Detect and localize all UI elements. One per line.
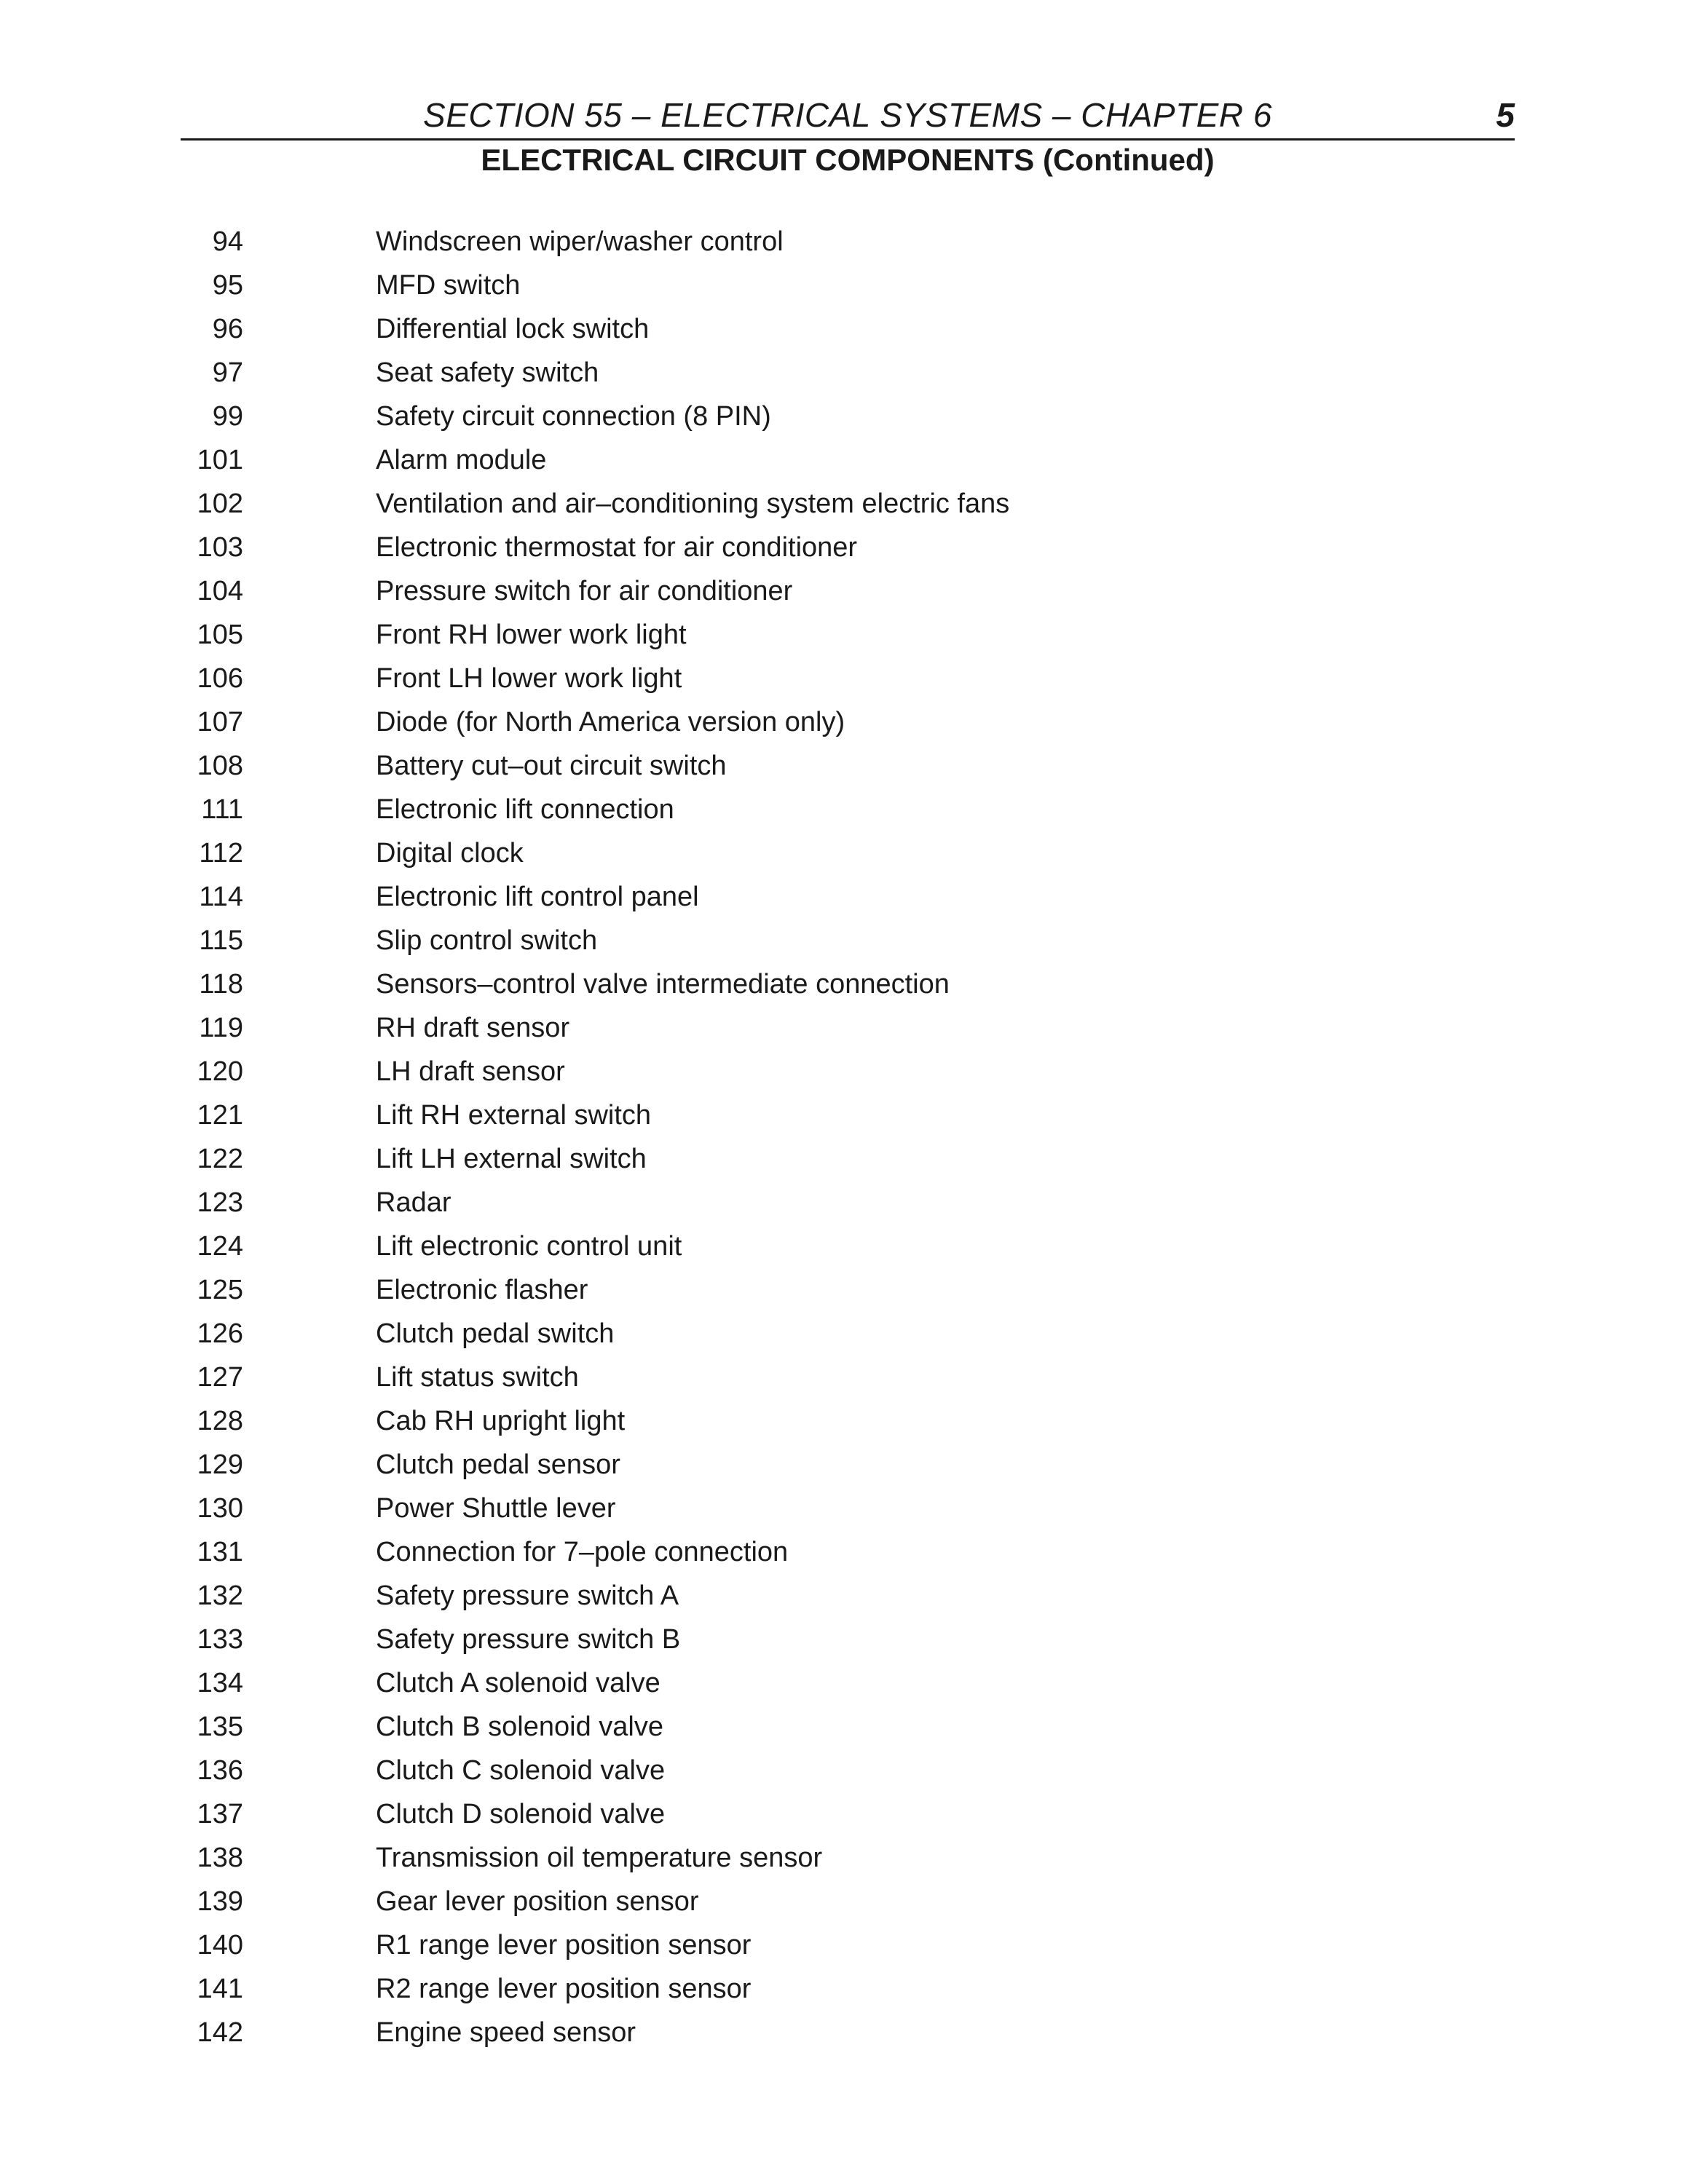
list-item [0, 831, 1688, 875]
list-item [0, 526, 1688, 569]
component-description: Electronic thermostat for air conditioner [376, 532, 858, 563]
list-item [0, 1574, 1688, 1618]
list-item [0, 875, 1688, 919]
component-code: 118 [199, 969, 243, 1000]
component-code: 141 [197, 1974, 243, 2004]
component-code: 132 [197, 1580, 243, 1611]
list-item [0, 1050, 1688, 1093]
component-description: Cab RH upright light [376, 1406, 626, 1436]
component-description: Sensors–control valve intermediate connection [376, 969, 950, 1000]
component-code: 128 [197, 1406, 243, 1436]
component-code: 130 [197, 1493, 243, 1524]
component-description: Battery cut–out circuit switch [376, 751, 727, 781]
component-code: 121 [197, 1100, 243, 1131]
list-item [0, 1006, 1688, 1050]
component-description: LH draft sensor [376, 1056, 565, 1087]
list-item [0, 220, 1688, 264]
list-item [0, 1224, 1688, 1268]
list-item [0, 962, 1688, 1006]
component-description: Gear lever position sensor [376, 1886, 699, 1917]
component-code: 134 [197, 1668, 243, 1698]
component-code: 123 [197, 1187, 243, 1218]
list-item [0, 395, 1688, 438]
component-code: 137 [197, 1799, 243, 1829]
component-code: 106 [197, 663, 243, 694]
list-item [0, 1880, 1688, 1923]
component-code: 102 [197, 488, 243, 519]
component-description: Power Shuttle lever [376, 1493, 616, 1524]
list-item [0, 1530, 1688, 1574]
component-code: 115 [199, 925, 243, 956]
component-code: 127 [197, 1362, 243, 1393]
component-description: Differential lock switch [376, 314, 650, 344]
component-code: 97 [212, 357, 243, 388]
component-description: MFD switch [376, 270, 521, 301]
component-description: Lift status switch [376, 1362, 579, 1393]
list-item [0, 1923, 1688, 1967]
list-item [0, 919, 1688, 962]
list-item [0, 1443, 1688, 1487]
component-description: Safety pressure switch B [376, 1624, 681, 1655]
component-description: Electronic flasher [376, 1275, 588, 1305]
component-code: 142 [197, 2017, 243, 2048]
component-code: 122 [197, 1144, 243, 1174]
component-description: R1 range lever position sensor [376, 1930, 752, 1961]
component-description: Connection for 7–pole connection [376, 1537, 789, 1567]
component-list [0, 220, 1688, 2054]
list-item [0, 1618, 1688, 1661]
component-description: Lift LH external switch [376, 1144, 647, 1174]
page-subtitle: ELECTRICAL CIRCUIT COMPONENTS (Continued) [481, 143, 1215, 177]
component-description: Lift RH external switch [376, 1100, 652, 1131]
component-code: 129 [197, 1449, 243, 1480]
list-item [0, 1487, 1688, 1530]
component-description: Front RH lower work light [376, 620, 687, 650]
component-code: 136 [197, 1755, 243, 1786]
component-description: Electronic lift connection [376, 794, 674, 825]
component-description: Ventilation and air–conditioning system electric fans [376, 488, 1010, 519]
component-code: 107 [197, 707, 243, 737]
component-description: RH draft sensor [376, 1013, 570, 1043]
component-description: Clutch pedal sensor [376, 1449, 620, 1480]
component-description: Radar [376, 1187, 451, 1218]
list-item [0, 1312, 1688, 1356]
list-item [0, 1268, 1688, 1312]
component-code: 119 [199, 1013, 243, 1043]
list-item [0, 1181, 1688, 1224]
component-description: Clutch pedal switch [376, 1318, 615, 1349]
component-code: 125 [197, 1275, 243, 1305]
component-code: 108 [197, 751, 243, 781]
component-code: 96 [212, 314, 243, 344]
component-description: Digital clock [376, 838, 524, 869]
component-description: R2 range lever position sensor [376, 1974, 752, 2004]
component-description: Electronic lift control panel [376, 882, 699, 912]
component-code: 120 [197, 1056, 243, 1087]
component-code: 99 [212, 401, 243, 432]
component-description: Slip control switch [376, 925, 598, 956]
page-header [181, 87, 1515, 141]
component-code: 112 [199, 838, 243, 869]
component-code: 103 [197, 532, 243, 563]
component-description: Lift electronic control unit [376, 1231, 682, 1262]
component-code: 126 [197, 1318, 243, 1349]
component-description: Front LH lower work light [376, 663, 682, 694]
component-code: 139 [197, 1886, 243, 1917]
section-title: SECTION 55 – ELECTRICAL SYSTEMS – CHAPTER 6 [423, 96, 1272, 134]
list-item [0, 351, 1688, 395]
component-description: Clutch C solenoid valve [376, 1755, 666, 1786]
component-description: Transmission oil temperature sensor [376, 1843, 823, 1873]
component-code: 111 [201, 794, 243, 825]
component-description: Safety circuit connection (8 PIN) [376, 401, 771, 432]
component-code: 138 [197, 1843, 243, 1873]
component-code: 114 [199, 882, 243, 912]
list-item [0, 569, 1688, 613]
list-item [0, 1399, 1688, 1443]
component-code: 124 [197, 1231, 243, 1262]
list-item [0, 1792, 1688, 1836]
page-number: 5 [1496, 96, 1515, 134]
component-description: Seat safety switch [376, 357, 599, 388]
component-description: Windscreen wiper/washer control [376, 226, 784, 257]
component-code: 94 [212, 226, 243, 257]
list-item [0, 1356, 1688, 1399]
component-description: Clutch A solenoid valve [376, 1668, 660, 1698]
component-description: Pressure switch for air conditioner [376, 576, 793, 606]
list-item [0, 744, 1688, 788]
component-code: 105 [197, 620, 243, 650]
list-item [0, 264, 1688, 307]
component-description: Diode (for North America version only) [376, 707, 845, 737]
list-item [0, 482, 1688, 526]
list-item [0, 1093, 1688, 1137]
list-item [0, 700, 1688, 744]
list-item [0, 788, 1688, 831]
list-item [0, 1705, 1688, 1749]
component-description: Engine speed sensor [376, 2017, 636, 2048]
component-code: 131 [197, 1537, 243, 1567]
list-item [0, 1836, 1688, 1880]
component-code: 133 [197, 1624, 243, 1655]
component-code: 104 [197, 576, 243, 606]
component-code: 101 [197, 445, 243, 475]
component-code: 140 [197, 1930, 243, 1961]
list-item [0, 1137, 1688, 1181]
component-description: Clutch D solenoid valve [376, 1799, 666, 1829]
list-item [0, 1967, 1688, 2011]
component-code: 95 [212, 270, 243, 301]
component-description: Alarm module [376, 445, 547, 475]
list-item [0, 657, 1688, 700]
list-item [0, 2011, 1688, 2054]
list-item [0, 1661, 1688, 1705]
component-description: Safety pressure switch A [376, 1580, 679, 1611]
component-code: 135 [197, 1712, 243, 1742]
list-item [0, 438, 1688, 482]
component-description: Clutch B solenoid valve [376, 1712, 663, 1742]
list-item [0, 613, 1688, 657]
list-item [0, 1749, 1688, 1792]
list-item [0, 307, 1688, 351]
